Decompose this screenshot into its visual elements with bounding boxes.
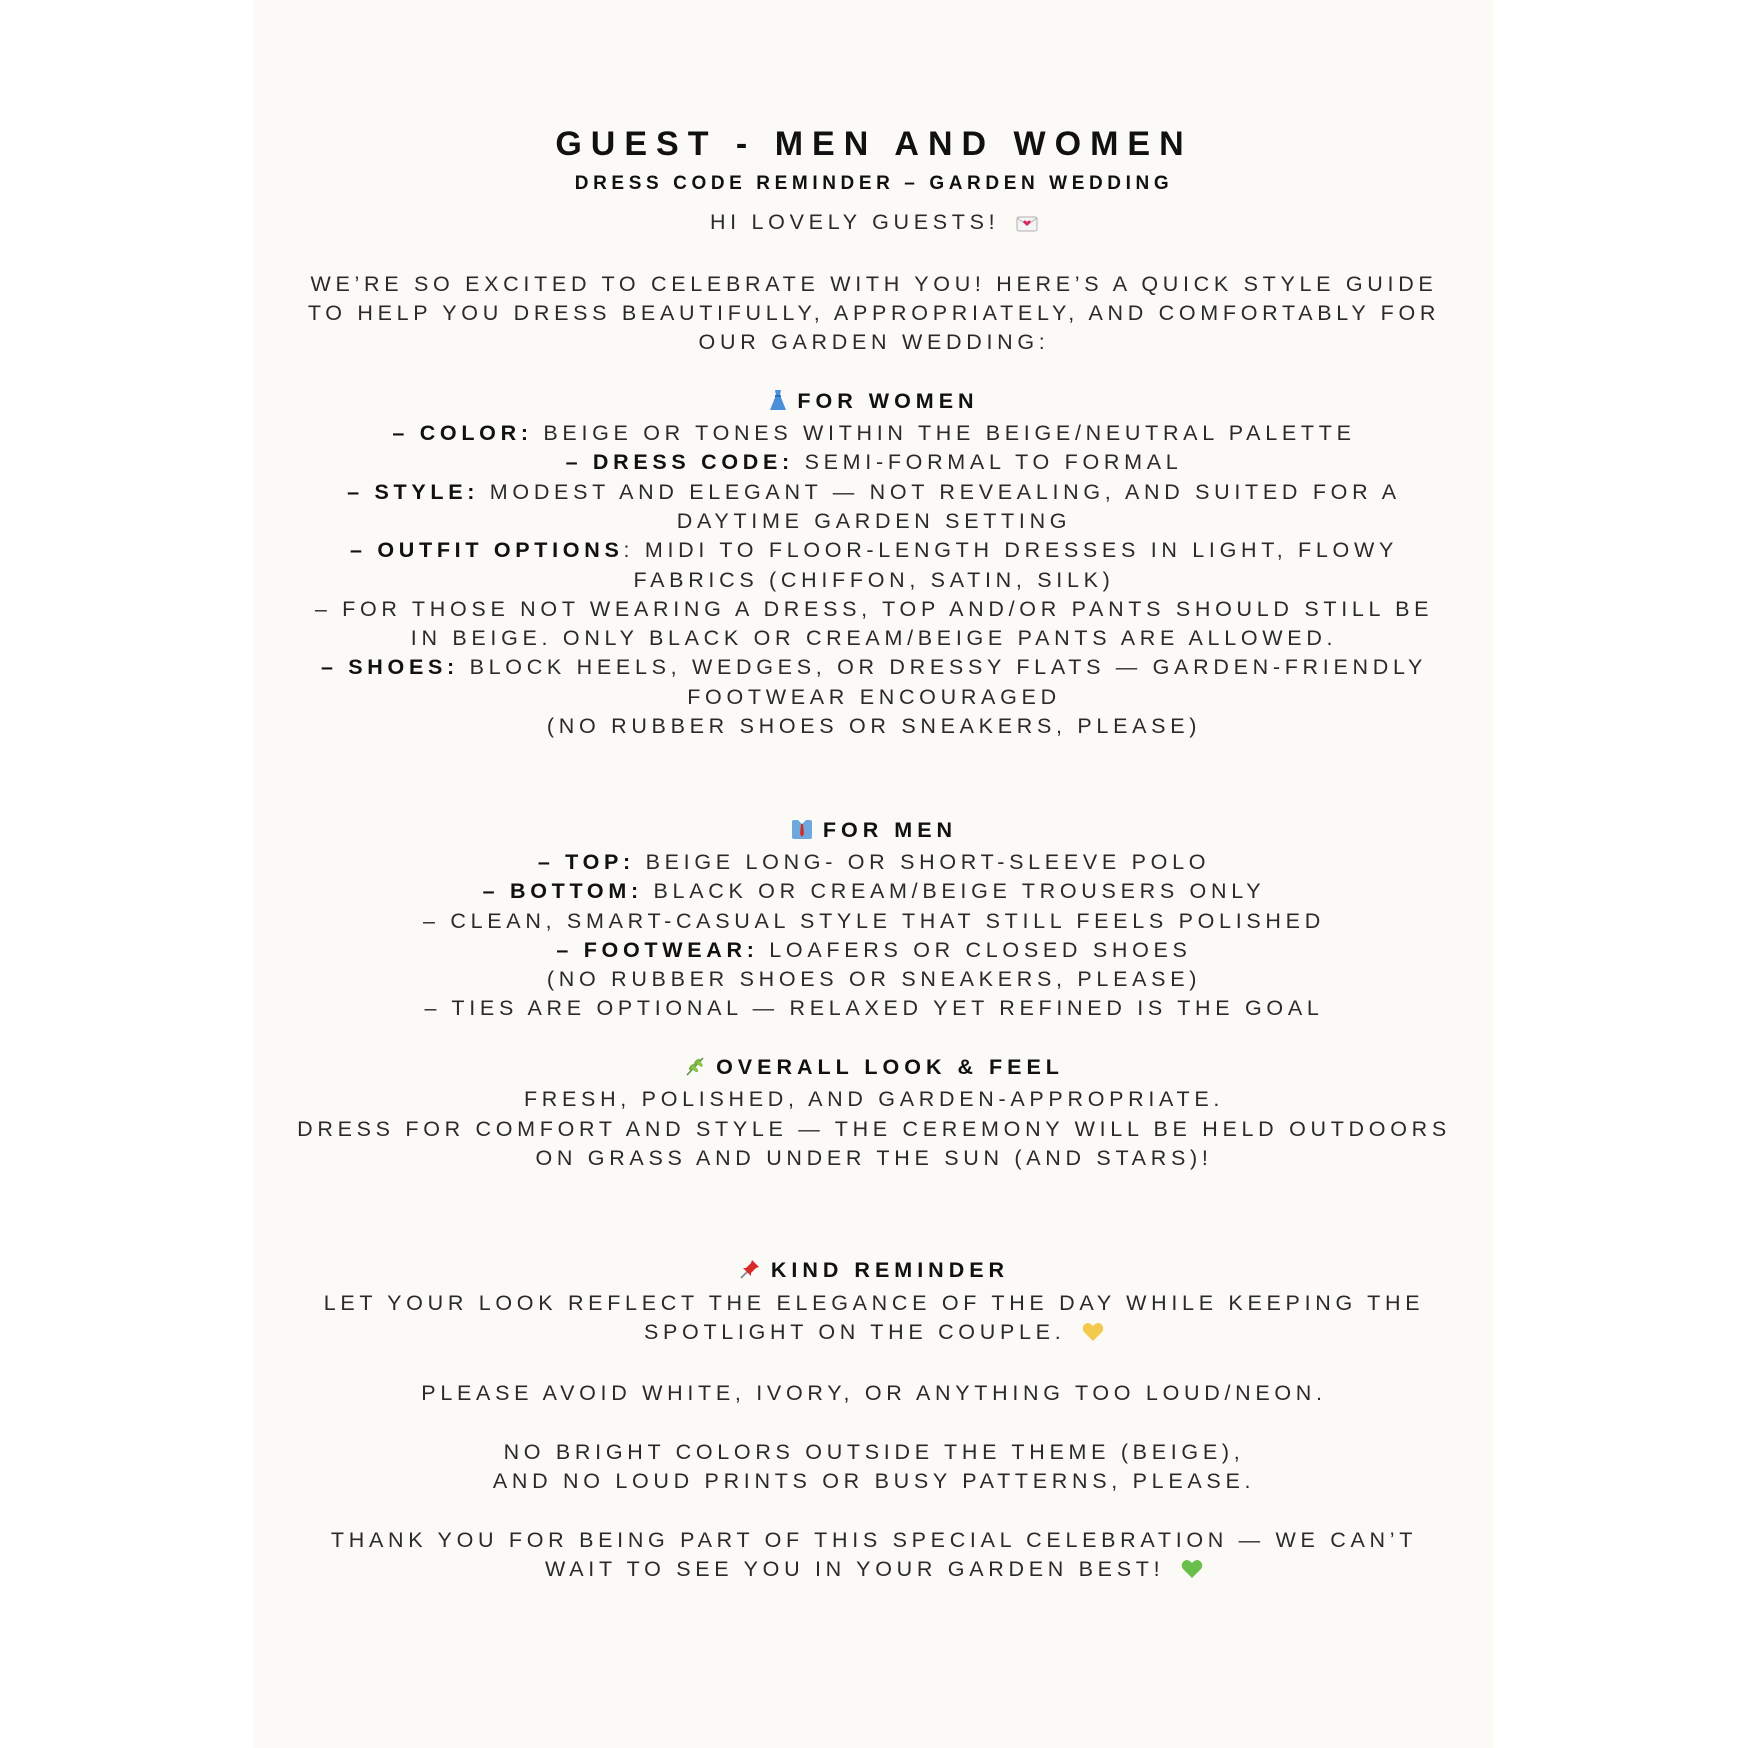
overall-section — [254, 1053, 1494, 1173]
bottom-label: – BOTTOM: — [482, 879, 643, 904]
color-text: BEIGE OR TONES WITHIN THE BEIGE/NEUTRAL PALETTE — [532, 421, 1356, 446]
shirt-tie-icon — [791, 818, 813, 848]
women-pants-line: – FOR THOSE NOT WEARING A DRESS, TOP AND/OR PANTS SHOULD STILL BE — [314, 596, 1434, 621]
women-outfit-cont: FABRICS (CHIFFON, SATIN, SILK) — [633, 567, 1115, 592]
bright-line: NO BRIGHT COLORS OUTSIDE THE THEME (BEIGE), — [503, 1439, 1245, 1464]
overall-line: ON GRASS AND UNDER THE SUN (AND STARS)! — [535, 1145, 1213, 1170]
intro-paragraph — [254, 270, 1494, 358]
color-label: – COLOR: — [392, 421, 533, 446]
women-heading — [254, 387, 1494, 419]
reminder-heading — [254, 1256, 1494, 1288]
outfit-label: – OUTFIT OPTIONS — [350, 538, 624, 563]
overall-heading — [254, 1053, 1494, 1085]
thanks-line: THANK YOU FOR BEING PART OF THIS SPECIAL CELEBRATION — WE CAN’T — [330, 1527, 1418, 1552]
reminder-line: LET YOUR LOOK REFLECT THE ELEGANCE OF THE DAY WHILE KEEPING THE — [323, 1290, 1425, 1315]
love-letter-icon — [1016, 211, 1038, 240]
style-label: – STYLE: — [347, 479, 480, 504]
men-footwear-line — [254, 936, 1494, 965]
reminder-section — [254, 1256, 1494, 1587]
intro-line: OUR GARDEN WEDDING: — [698, 330, 1050, 355]
women-section — [254, 387, 1494, 742]
document-page — [254, 0, 1494, 1748]
intro-line: WE’RE SO EXCITED TO CELEBRATE WITH YOU! HERE’S A QUICK STYLE GUIDE — [310, 271, 1438, 296]
dress-code-label: – DRESS CODE: — [565, 450, 794, 475]
top-text: BEIGE LONG- OR SHORT-SLEEVE POLO — [634, 849, 1211, 874]
greeting-line — [254, 208, 1494, 240]
women-color-line — [254, 419, 1494, 448]
thanks-line-text: WAIT TO SEE YOU IN YOUR GARDEN BEST! — [545, 1557, 1165, 1582]
women-outfit-line — [254, 536, 1494, 565]
women-pants-cont: IN BEIGE. ONLY BLACK OR CREAM/BEIGE PANTS ARE ALLOWED. — [410, 626, 1338, 651]
green-heart-icon — [1181, 1558, 1203, 1587]
men-heading-text: FOR MEN — [822, 817, 958, 842]
dress-code-content — [254, 122, 1494, 1587]
overall-line: FRESH, POLISHED, AND GARDEN-APPROPRIATE. — [523, 1087, 1225, 1112]
men-ties-line: – TIES ARE OPTIONAL — RELAXED YET REFINED IS THE GOAL — [424, 996, 1324, 1021]
shoes-label: – SHOES: — [320, 655, 459, 680]
yellow-heart-icon — [1082, 1321, 1104, 1350]
style-text: MODEST AND ELEGANT — NOT REVEALING, AND SUITED FOR A — [479, 479, 1401, 504]
shoes-text: BLOCK HEELS, WEDGES, OR DRESSY FLATS — GARDEN-FRIENDLY — [458, 655, 1428, 680]
avoid-line: PLEASE AVOID WHITE, IVORY, OR ANYTHING TOO LOUD/NEON. — [421, 1381, 1327, 1406]
top-label: – TOP: — [537, 849, 635, 874]
women-shoes-cont: FOOTWEAR ENCOURAGED — [687, 684, 1061, 709]
dress-icon — [769, 389, 787, 419]
women-shoes-note: (NO RUBBER SHOES OR SNEAKERS, PLEASE) — [546, 714, 1202, 739]
reminder-line-text: SPOTLIGHT ON THE COUPLE. — [643, 1319, 1066, 1344]
men-section — [254, 816, 1494, 1024]
women-heading-text: FOR WOMEN — [797, 388, 979, 413]
outfit-text: : MIDI TO FLOOR-LENGTH DRESSES IN LIGHT, FLOWY — [623, 538, 1398, 563]
intro-line: TO HELP YOU DRESS BEAUTIFULLY, APPROPRIATELY, AND COMFORTABLY FOR — [307, 300, 1441, 325]
men-clean-line: – CLEAN, SMART-CASUAL STYLE THAT STILL FEELS POLISHED — [423, 908, 1325, 933]
men-top-line — [254, 848, 1494, 877]
men-heading — [254, 816, 1494, 848]
women-dress-code-line — [254, 448, 1494, 477]
reminder-heading-text: KIND REMINDER — [770, 1258, 1010, 1283]
bottom-text: BLACK OR CREAM/BEIGE TROUSERS ONLY — [642, 879, 1266, 904]
men-footwear-note: (NO RUBBER SHOES OR SNEAKERS, PLEASE) — [546, 967, 1202, 992]
thanks-line — [254, 1555, 1494, 1587]
pushpin-icon — [739, 1258, 761, 1288]
page-title: GUEST - MEN AND WOMEN — [555, 125, 1193, 163]
dress-code-text: SEMI-FORMAL TO FORMAL — [793, 450, 1183, 475]
women-style-line — [254, 478, 1494, 507]
women-shoes-line — [254, 653, 1494, 682]
footwear-label: – FOOTWEAR: — [556, 937, 759, 962]
greeting-text: HI LOVELY GUESTS! — [709, 210, 1000, 234]
women-style-cont: DAYTIME GARDEN SETTING — [676, 508, 1072, 533]
overall-line: DRESS FOR COMFORT AND STYLE — THE CEREMONY WILL BE HELD OUTDOORS — [297, 1116, 1451, 1141]
overall-heading-text: OVERALL LOOK & FEEL — [716, 1055, 1064, 1080]
bright-line: AND NO LOUD PRINTS OR BUSY PATTERNS, PLEASE. — [492, 1469, 1256, 1494]
reminder-line — [254, 1318, 1494, 1350]
men-bottom-line — [254, 877, 1494, 906]
herb-icon — [684, 1055, 706, 1085]
footwear-text: LOAFERS OR CLOSED SHOES — [758, 937, 1192, 962]
page-subtitle: DRESS CODE REMINDER – GARDEN WEDDING — [574, 173, 1174, 194]
